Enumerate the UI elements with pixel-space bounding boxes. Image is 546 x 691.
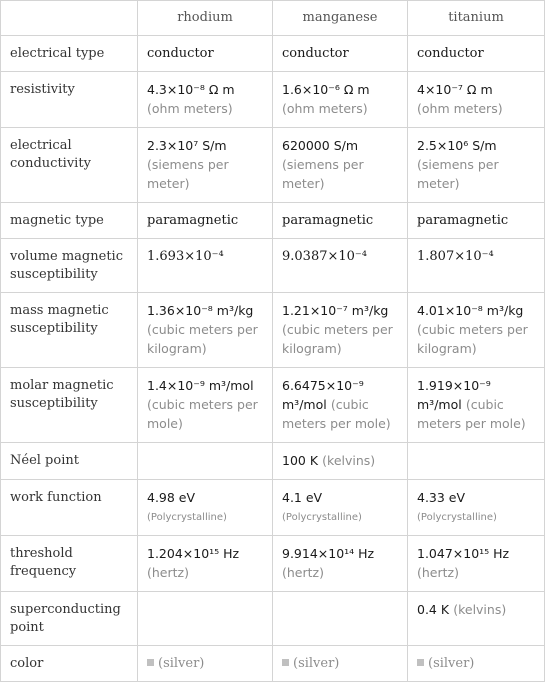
value-cell [273,36,408,72]
table-row [1,646,545,682]
cell-value: 100 K [282,453,319,468]
cell-unit: (hertz) [147,565,189,580]
table-row [1,480,545,536]
cell-value: 1.4×10⁻⁹ m³/mol [147,378,254,393]
value-cell [273,592,408,646]
cell-value: 4.01×10⁻⁸ m³/kg [417,303,524,318]
cell-value: 6.6475×10⁻⁹ m³/mol [282,378,364,412]
cell-value: paramagnetic [282,213,374,228]
value-cell [408,128,545,203]
table-row [1,592,545,646]
value-cell [408,36,545,72]
value-cell [273,203,408,239]
cell-unit: (Polycrystalline) [147,512,227,523]
table-row [1,36,545,72]
header-row [1,1,545,36]
cell-unit: (ohm meters) [282,101,368,116]
color-name: (silver) [293,656,340,671]
value-cell [273,480,408,536]
cell-value: 1.21×10⁻⁷ m³/kg [282,303,389,318]
cell-unit: (hertz) [282,565,324,580]
cell-unit: (cubic meters per mole) [417,397,526,431]
cell-value: 620000 S/m [282,138,359,153]
value-cell [273,646,408,682]
value-cell [138,368,273,443]
value-cell [408,203,545,239]
cell-unit: (Polycrystalline) [417,512,497,523]
value-cell [408,536,545,592]
cell-value: paramagnetic [417,213,509,228]
value-cell [138,72,273,128]
cell-value: 1.204×10¹⁵ Hz [147,546,240,561]
cell-unit: (kelvins) [322,453,376,468]
color-swatch-icon [147,659,154,666]
row-label: superconducting point [1,592,138,646]
value-cell [408,293,545,368]
value-cell [408,480,545,536]
table-row [1,72,545,128]
table-row [1,536,545,592]
cell-unit: (kelvins) [453,602,507,617]
value-cell [273,536,408,592]
value-cell [408,239,545,293]
row-label: resistivity [1,72,138,128]
table-row [1,293,545,368]
value-cell [408,368,545,443]
cell-value: 4.3×10⁻⁸ Ω m [147,82,235,97]
cell-unit: (ohm meters) [417,101,503,116]
value-cell [138,592,273,646]
value-cell [408,592,545,646]
cell-value: 9.0387×10⁻⁴ [282,249,367,264]
cell-unit: (hertz) [417,565,459,580]
value-cell [138,36,273,72]
cell-value: 4.33 eV [417,490,466,505]
cell-value: paramagnetic [147,213,239,228]
row-label: color [1,646,138,682]
value-cell [273,443,408,480]
value-cell [138,536,273,592]
value-cell [138,480,273,536]
value-cell [138,293,273,368]
value-cell [138,443,273,480]
value-cell [273,128,408,203]
value-cell [138,128,273,203]
cell-value: 4.98 eV [147,490,196,505]
header-empty [1,1,138,36]
cell-unit: (ohm meters) [147,101,233,116]
cell-value: 0.4 K [417,602,450,617]
table-row [1,443,545,480]
value-cell [273,72,408,128]
color-name: (silver) [158,656,205,671]
value-cell [408,646,545,682]
cell-unit: (cubic meters per mole) [147,397,258,431]
value-cell [273,239,408,293]
value-cell [408,72,545,128]
table-row [1,239,545,293]
row-label: molar magnetic susceptibility [1,368,138,443]
table-row [1,368,545,443]
value-cell [138,239,273,293]
value-cell [138,203,273,239]
cell-value: 1.807×10⁻⁴ [417,249,494,264]
color-swatch-icon [282,659,289,666]
cell-value: 9.914×10¹⁴ Hz [282,546,375,561]
cell-value: 4×10⁻⁷ Ω m [417,82,493,97]
cell-unit: (siemens per meter) [417,157,499,191]
cell-value: 1.693×10⁻⁴ [147,249,224,264]
cell-value: 1.919×10⁻⁹ m³/mol [417,378,491,412]
cell-unit: (cubic meters per kilogram) [282,322,393,356]
color-swatch-icon [417,659,424,666]
table-row [1,128,545,203]
table-row [1,203,545,239]
row-label: electrical conductivity [1,128,138,203]
cell-unit: (cubic meters per kilogram) [147,322,258,356]
cell-unit: (siemens per meter) [147,157,229,191]
row-label: mass magnetic susceptibility [1,293,138,368]
cell-value: 4.1 eV [282,490,323,505]
cell-unit: (siemens per meter) [282,157,364,191]
color-name: (silver) [428,656,475,671]
cell-value: conductor [417,46,484,61]
cell-value: 1.047×10¹⁵ Hz [417,546,510,561]
value-cell [273,368,408,443]
row-label: volume magnetic susceptibility [1,239,138,293]
value-cell [408,443,545,480]
cell-value: 2.3×10⁷ S/m [147,138,227,153]
value-cell [273,293,408,368]
row-label: magnetic type [1,203,138,239]
cell-unit: (cubic meters per kilogram) [417,322,528,356]
header-rhodium: rhodium [138,1,273,36]
header-titanium: titanium [408,1,545,36]
row-label: Néel point [1,443,138,480]
value-cell [138,646,273,682]
cell-value: conductor [147,46,214,61]
row-label: work function [1,480,138,536]
cell-unit: (Polycrystalline) [282,512,362,523]
row-label: threshold frequency [1,536,138,592]
cell-unit: (cubic meters per mole) [282,397,391,431]
cell-value: 1.36×10⁻⁸ m³/kg [147,303,254,318]
cell-value: 1.6×10⁻⁶ Ω m [282,82,370,97]
cell-value: 2.5×10⁶ S/m [417,138,497,153]
cell-value: conductor [282,46,349,61]
row-label: electrical type [1,36,138,72]
header-manganese: manganese [273,1,408,36]
